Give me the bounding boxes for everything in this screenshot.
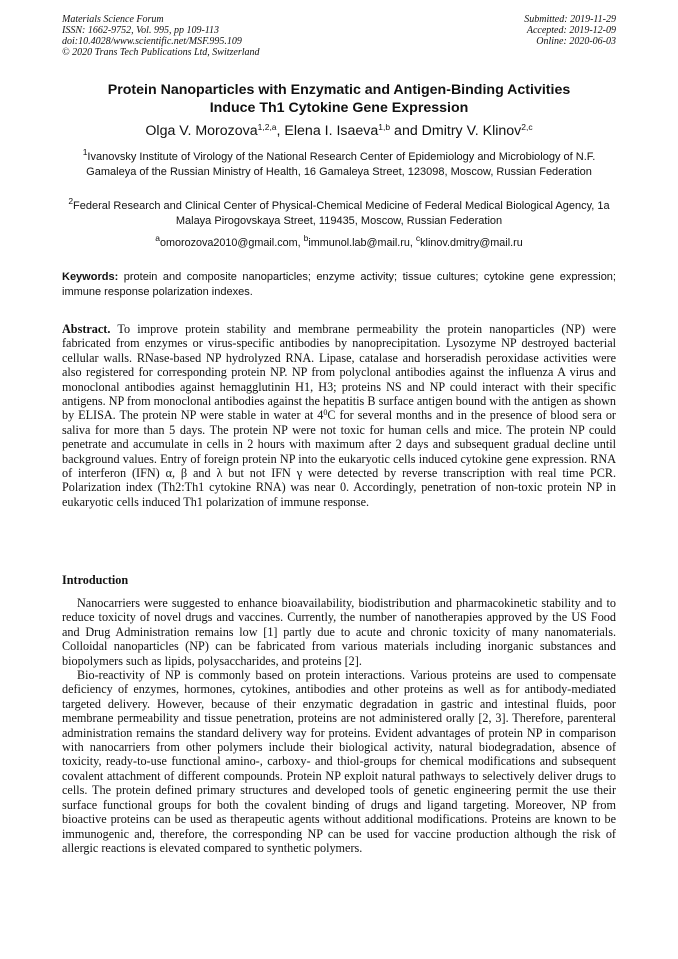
issn-line: ISSN: 1662-9752, Vol. 995, pp 109-113 [62,25,220,36]
section-heading-introduction: Introduction [62,573,129,587]
dates-header [524,14,616,47]
submitted-date: Submitted: 2019-11-29 [524,14,616,25]
author-1: Olga V. Morozova [145,123,258,139]
author-2-affil: 1,b [378,122,391,132]
paper-title [62,81,616,117]
intro-paragraph-2: Bio-reactivity of NP is commonly based on protein interactions. Various proteins are used to compensate deficiency of enzymes, hormones, cytokines, antibodies and other proteins as well as for antibody-mediated targeted delivery. However, because of their enzymatic degradation in gastric and intestinal fluids, poor membrane permeability and tissue penetration, proteins are not administered orally [2, 3]. Therefore, parenteral administration remains the standard delivery way for proteins. Evident advantages of protein NP in comparison with nanocarriers from other polymers include their biological activity, natural biodegradation, absence of toxicity, ready-to-use functional amino-, carboxy- and thiol-groups for chemical modifications and subsequent covalent attachment of different compounds. Protein NP exploit natural pathways to selectively deliver drugs to cells. The protein defined primary structures and developed tools of genetic engineering permit the use their surface functional groups for both the covalent binding of drugs and ligand targeting. Moreover, NP from bioactive proteins can be used as therapeutic agents without additional modifications. Proteins are known to be immunogenic and, therefore, the corresponding NP can be used for vaccine production although the risk of allergic reactions is elevated compared to synthetic polymers. [62,668,616,855]
author-1-affil: 1,2,a [257,122,277,132]
doi-line: doi:10.4028/www.scientific.net/MSF.995.109 [62,36,242,47]
email-c: klinov.dmitry@mail.ru [420,237,523,249]
author-list [62,122,616,140]
email-separator: , [297,237,304,249]
email-separator: , [409,237,416,249]
affiliation-1-marker: 1 [82,147,88,157]
email-a: omorozova2010@gmail.com [160,237,298,249]
author-2: Elena I. Isaeva [284,123,379,139]
email-a-marker: a [155,233,160,243]
affiliation-2 [62,196,616,228]
affiliation-2-marker: 2 [68,196,74,206]
affiliation-1-text: Ivanovsky Institute of Virology of the National Research Center of Epidemiology and Microbiology of N.F. Gamaleya of the Russian Ministry of Health, 16 Gamaleya Street, 123098, Moscow, Russian Federation [86,151,596,178]
author-separator: , [276,123,285,139]
abstract-text-part-1: To improve protein stability and membrane permeability the protein nanoparticles (NP) were fabricated from enzymes or virus-specific antibodies by nanoprecipitation. Lysozyme NP destroyed bacterial cellular walls. RNase-based NP hydrolyzed RNA. Lipase, catalase and horseradish peroxidase activities were also registered for corresponding protein NP. NP from polyclonal antibodies against the influenza A virus and monoclonal antibodies against hemagglutinin H1, H3; proteins NS and NP could interact with their specific antigens. NP from monoclonal antibodies against the hepatitis B surface antigen bound with the antigen as shown by ELISA. The protein NP were stable in water at 4 [62,322,616,423]
online-date: Online: 2020-06-03 [536,36,616,47]
degree-superscript: 0 [323,408,328,418]
journal-header [62,14,260,58]
author-3-affil: 2,c [521,122,533,132]
email-list [62,233,616,250]
abstract [62,322,616,509]
affiliation-2-text: Federal Research and Clinical Center of Physical-Chemical Medicine of Federal Medical Biological Agency, 1a Malaya Pirogovskaya Street, 119435, Moscow, Russian Federation [73,200,610,227]
accepted-date: Accepted: 2019-12-09 [526,25,616,36]
journal-name: Materials Science Forum [62,14,164,25]
title-line-2: Induce Th1 Cytokine Gene Expression [209,100,469,116]
email-b: immunol.lab@mail.ru [308,237,410,249]
keywords [62,270,616,299]
abstract-text-part-2: C for several months and in the presence of blood sera or saliva for more than 5 days. The protein NP were not toxic for human cells and mice. The protein NP could penetrate and accumulate in cells in 2 hours with maximum after 2 days and subsequent gradual decline until background values. Entry of foreign protein NP into the eukaryotic cells induced cytokine gene expression. RNA of interferon (IFN) α, β and λ but not IFN γ were detected by reverse transcription with real time PCR. Polarization index (Th2:Th1 cytokine RNA) was near 0. Accordingly, penetration of non-toxic protein NP in eukaryotic cells induced Th1 polarization of immune response. [62,408,616,509]
keywords-text: protein and composite nanoparticles; enzyme activity; tissue cultures; cytokine gene expression; immune response polarization indexes. [62,271,616,298]
copyright-line: © 2020 Trans Tech Publications Ltd, Switzerland [62,47,260,58]
email-b-marker: b [303,233,309,243]
introduction-body [62,596,616,855]
author-separator: and [390,123,422,139]
author-3: Dmitry V. Klinov [421,123,522,139]
keywords-label: Keywords: [62,271,119,283]
intro-paragraph-1: Nanocarriers were suggested to enhance bioavailability, biodistribution and pharmacokinetic stability and to reduce toxicity of novel drugs and vaccines. Currently, the number of nanotherapies approved by the US Food and Drug Administration remains low [1] partly due to acute and chronic toxicity of many nanomaterials. Colloidal nanoparticles (NP) can be fabricated from various materials including inorganic substances and biopolymers such as lipids, polysaccharides, and proteins [2]. [62,596,616,668]
title-line-1: Protein Nanoparticles with Enzymatic and Antigen-Binding Activities [107,82,571,98]
abstract-label: Abstract. [62,322,111,336]
affiliation-1 [62,147,616,179]
email-c-marker: c [415,233,421,243]
